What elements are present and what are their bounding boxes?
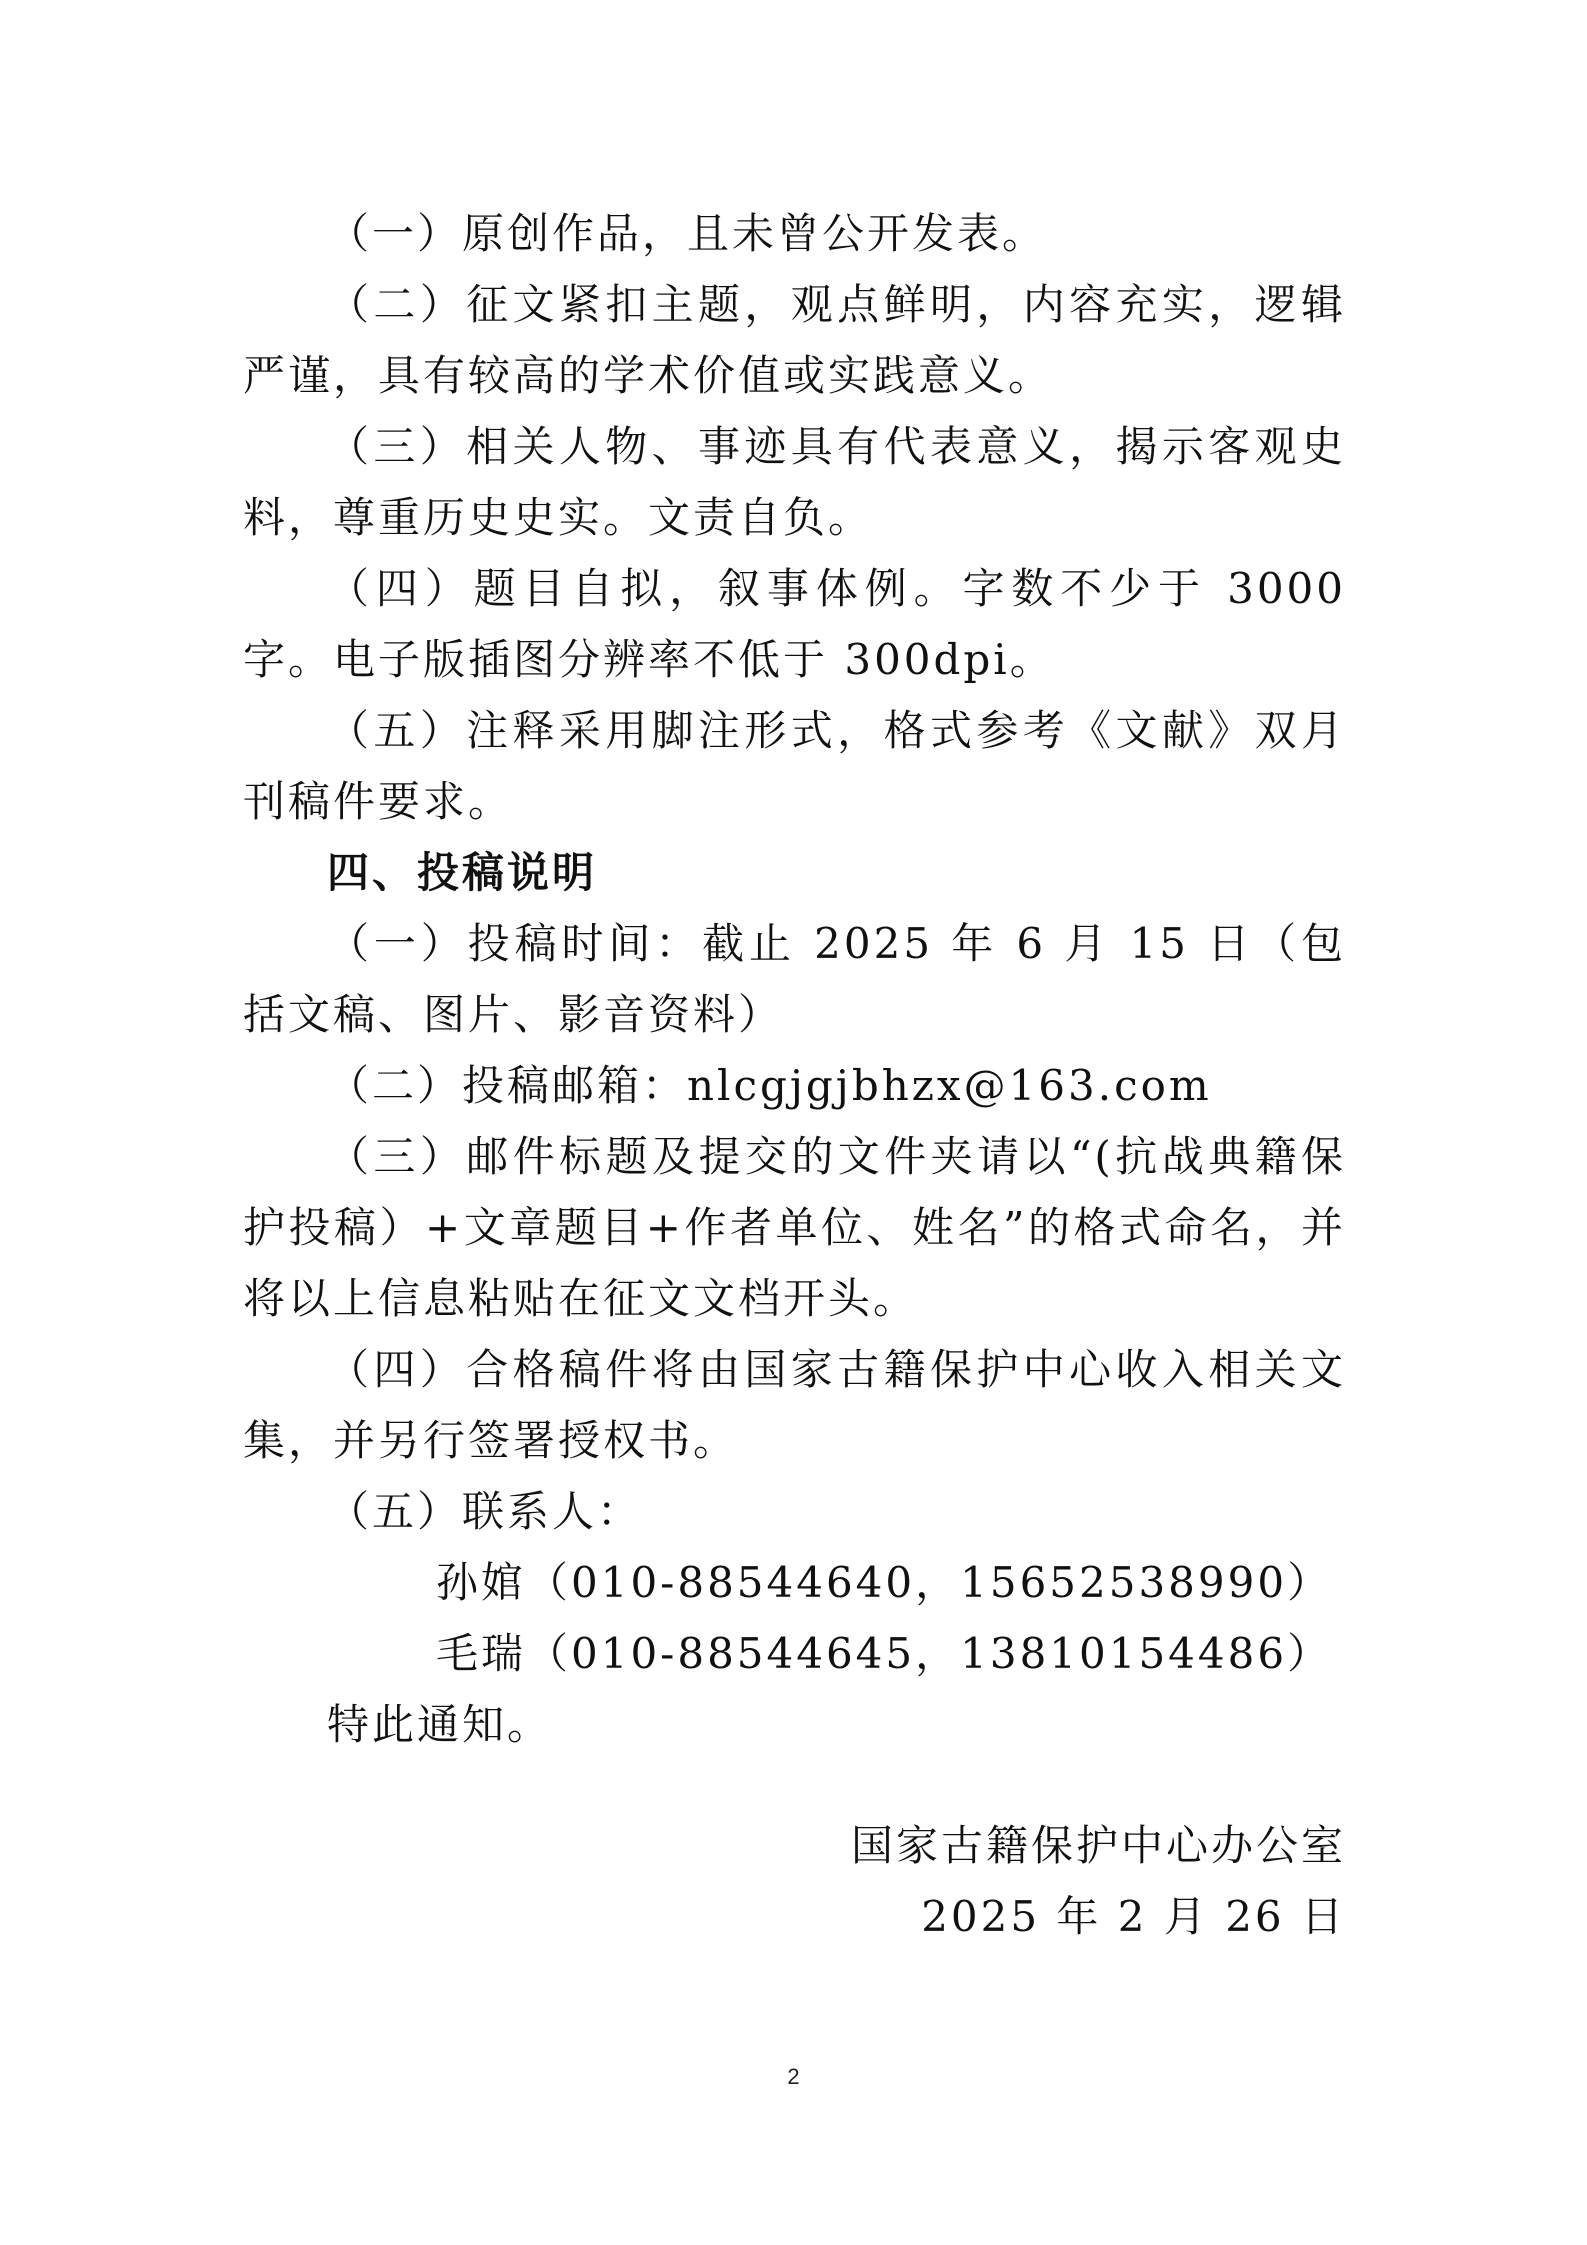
signature-date: 2025 年 2 月 26 日 bbox=[921, 1892, 1346, 1941]
page-number: 2 bbox=[787, 2064, 800, 2089]
submission-item-2-email: （二）投稿邮箱：nlcgjgjbhzx@163.com bbox=[327, 1061, 1212, 1110]
requirement-item-5: （五）注释采用脚注形式，格式参考《文献》双月刊稿件要求。 bbox=[243, 706, 1346, 826]
submission-item-1: （一）投稿时间：截止 2025 年 6 月 15 日（包括文稿、图片、影音资料） bbox=[243, 919, 1346, 1039]
requirement-item-3: （三）相关人物、事迹具有代表意义，揭示客观史料，尊重历史史实。文责自负。 bbox=[243, 422, 1346, 542]
contact-person-1: 孙婠（010-88544640，15652538990） bbox=[436, 1558, 1333, 1607]
contact-person-2: 毛瑞（010-88544645，13810154486） bbox=[436, 1629, 1333, 1678]
closing-remark: 特此通知。 bbox=[327, 1700, 553, 1749]
requirement-item-4: （四）题目自拟，叙事体例。字数不少于 3000 字。电子版插图分辨率不低于 300dpi。 bbox=[243, 564, 1346, 684]
submission-item-3: （三）邮件标题及提交的文件夹请以“(抗战典籍保护投稿）+文章题目+作者单位、姓名”的格式命名，并将以上信息粘贴在征文文档开头。 bbox=[243, 1132, 1346, 1323]
section-heading-submission: 四、投稿说明 bbox=[327, 848, 598, 897]
requirement-item-1: （一）原创作品，且未曾公开发表。 bbox=[327, 209, 1048, 258]
submission-item-4: （四）合格稿件将由国家古籍保护中心收入相关文集，并另行签署授权书。 bbox=[243, 1345, 1346, 1465]
submission-item-5-contacts: （五）联系人： bbox=[327, 1487, 643, 1536]
signature-organization: 国家古籍保护中心办公室 bbox=[850, 1821, 1346, 1870]
document-body bbox=[243, 198, 1346, 1760]
requirement-item-2: （二）征文紧扣主题，观点鲜明，内容充实，逻辑严谨，具有较高的学术价值或实践意义。 bbox=[243, 280, 1346, 400]
signature-block bbox=[851, 1810, 1346, 1952]
